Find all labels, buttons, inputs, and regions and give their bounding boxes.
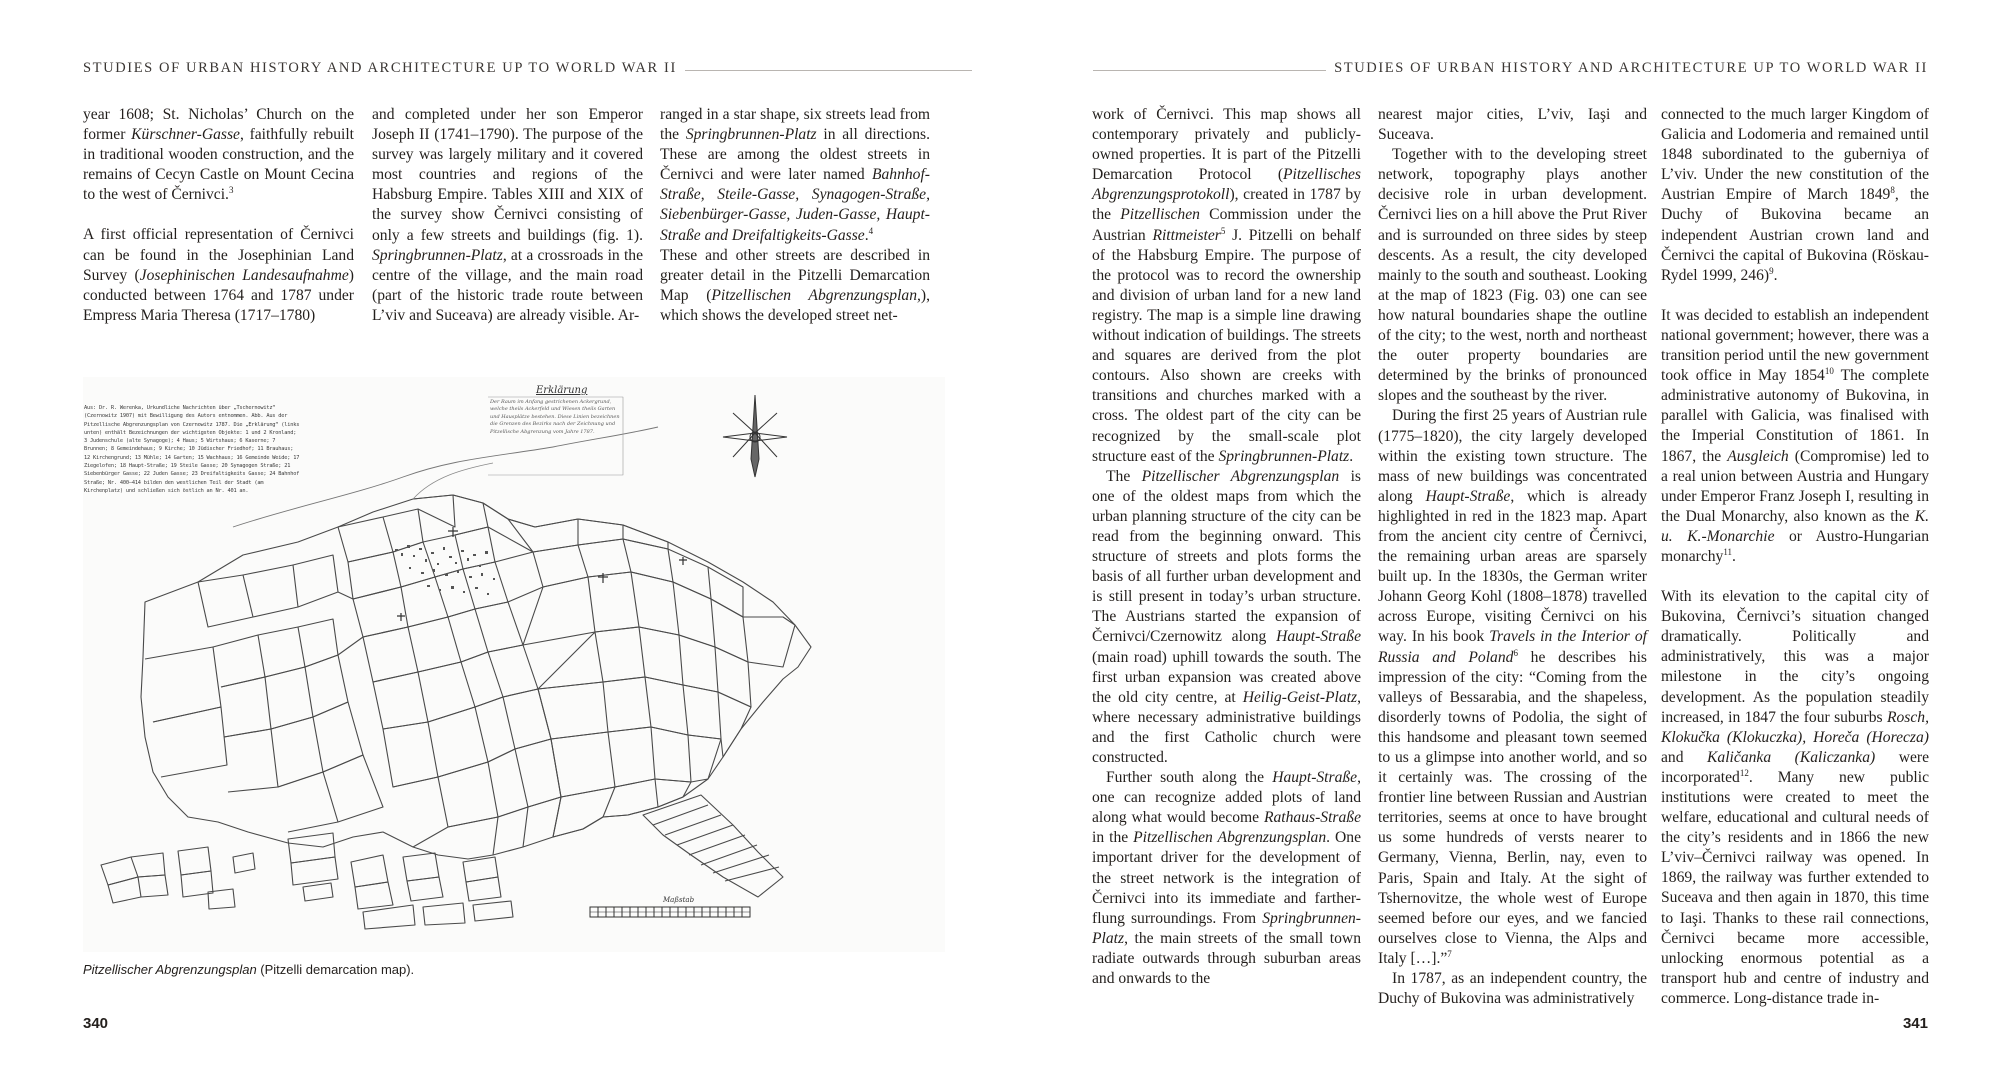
- right-page-column-1: [1092, 105, 1361, 989]
- footnote-ref: 3: [228, 185, 234, 196]
- paragraph: It was decided to establish an independent national government; however, there was a transition period until the new government took office in May 1854$^{10}$ The complete administrative autonomy of Bukovina, in parallel with Galicia, was finalised with the Imperial Constitution of 1861. In 1867, the Ausgleich (Compromise) led to a real union between Austria and Hungary under Emperor Franz Joseph I, resulting in the Dual Monarchy, also known as the K. u. K.-Monarchie or Austro-Hungarian monarchy$^{11}$.: [1661, 306, 1930, 565]
- map-explanation-title: Erklärung: [536, 385, 588, 396]
- left-page-column-3: [660, 105, 930, 326]
- running-head-left-rule: [685, 70, 972, 71]
- left-page-column-2: [372, 105, 643, 326]
- footnote-ref: 7: [1447, 948, 1452, 959]
- paragraph: In 1787, as an independent country, the Duchy of Bukovina was administratively: [1378, 970, 1647, 1008]
- footnote-ref: 6: [1513, 647, 1518, 658]
- running-head-left-text: STUDIES OF URBAN HISTORY AND ARCHITECTURE UP TO WORLD WAR II: [83, 60, 677, 76]
- footnote-ref: 9: [1769, 265, 1774, 276]
- paragraph: The Pitzellischer Abgrenzungsplan is one of the oldest maps from which the urban planning structure of the city can be read from the beginning onward. This structure of streets and plots forms the basis of all further urban development and is still present in today’s urban structure. The Austrians started the expansion of Černivci/Czernowitz along Haupt-Straße (main road) uphill towards the south. The first urban expansion was created above the old city centre, at Heilig-Geist-Platz, where necessary administrative buildings and the first Catholic church were constructed.: [1092, 467, 1361, 766]
- figure-caption: Pitzellischer Abgrenzungsplan (Pitzelli demarcation map).: [83, 962, 415, 977]
- right-page-column-3: [1661, 105, 1929, 1009]
- footnote-ref: 5: [1220, 225, 1226, 236]
- paragraph: nearest major cities, L’viv, Iaşi and Suceava.: [1378, 106, 1647, 144]
- paragraph: and completed under her son Emperor Joseph II (1741–1790). The purpose of the survey was largely military and it covered most countries and regions of the Habsburg Empire. Tables XIII and XIX of the survey show Černivci consisting of only a few streets and buildings (fig. 1). Springbrunnen-Platz, at a crossroads in the centre of the village, and the main road (part of the historic trade route between L’viv and Suceava) are already visible. Ar-: [372, 106, 643, 324]
- running-head-right-rule: [1093, 70, 1326, 71]
- paragraph: These and other streets are described in greater detail in the Pitzelli Demarcation Map (Pitzellischen Abgrenzungsplan,), which shows the developed street net-: [660, 246, 930, 324]
- scale-bar-label: Maßstab: [663, 896, 695, 904]
- running-head-left: [83, 60, 972, 77]
- map-explanation-text: Der Raum im Anfang gestrichenen Ackergrund, welche theils Ackerfeld und Wiesen theils Garten und Hausplätze bestehen. Diese Linien bezeichnen die Grenzen des Bezirks nach der Zeichnung und Pitzellische Abgrenzung vom Jahre 1787.: [490, 399, 620, 435]
- paragraph: A first official representation of Černivci can be found in the Josephinian Land Survey (Josephinischen Landesaufnahme) conducted between 1764 and 1787 under Empress Maria Theresa (1717–1780): [83, 226, 354, 324]
- paragraph: ranged in a star shape, six streets lead from the Springbrunnen-Platz in all directions. These are among the oldest streets in Černivci and were later named Bahnhof-Straße, Steile-Gasse, Synagogen-Straße, Siebenbürger-Gasse, Juden-Gasse, Haupt-Straße and Dreifaltigkeits-Gasse.$^4$: [660, 106, 930, 244]
- right-page-column-2: [1378, 105, 1647, 1009]
- running-head-right-text: STUDIES OF URBAN HISTORY AND ARCHITECTURE UP TO WORLD WAR II: [1334, 60, 1928, 76]
- footnote-ref: 8: [1890, 185, 1895, 196]
- left-page-column-1: [83, 105, 354, 326]
- paragraph: With its elevation to the capital city of Bukovina, Černivci’s situation changed dramatically. Politically and administratively, this was a major milestone in the city’s ongoing development. As the population steadily increased, in 1847 the four suburbs Rosch, Klokučka (Klokuczka), Horeča (Horecza) and Kaličanka (Kaliczanka) were incorporated$^{12}$. Many new public institutions were created to meet the welfare, educational and cultural needs of the city’s residents and in 1866 the new L’viv–Černivci railway was opened. In 1869, the railway was further extended to Suceava and then again in 1870, this time to Iaşi. Thanks to these rail connections, Černivci became more accessible, unlocking enormous potential as a transport hub and centre of industry and commerce. Long-distance trade in-: [1661, 588, 1929, 1007]
- map-legend-text: Aus: Dr. R. Werenka, Urkundliche Nachrichten über „Tschernowitz“ (Czernowitz 1907) mit Bewilligung des Autors entnommen. Abb. Aus der Pitzellische Abgrenzungsplan von Czernowitz 1787. Die „Erklärung“ (links unten) enthält Bezeichnungen der wichtigsten Objekte: 1 und 2 Kronland; 3 Judenschule (alte Synagoge); 4 Haus; 5 Wirtshaus; 6 Kaserne; 7 Brunnen; 8 Gemeindehaus; 9 Kirche; 10 Jüdischer Friedhof; 11 Brauhaus; 12 Kirchengrund; 13 Mühle; 14 Garten; 15 Wachhaus; 16 Gemeinde Weide; 17 Ziegelofen; 18 Haupt-Straße; 19 Steile Gasse; 20 Synagogen Straße; 21 Siebenbürger Gasse; 22 Juden Gasse; 23 Dreifaltigkeits Gasse; 24 Bahnhof Straße; Nr. 400–414 bilden den westlichen Teil der Stadt (am Kirchenplatz) und schließen sich östlich an Nr. 401 an.: [84, 405, 300, 494]
- page-number-left: 340: [83, 1015, 109, 1032]
- footnote-ref: 11: [1723, 546, 1733, 557]
- paragraph: Together with to the developing street network, topography plays another decisive role in urban development. Černivci lies on a hill above the Prut River and is surrounded on three sides by steep descents. As a result, the city developed mainly to the south and southeast. Looking at the map of 1823 (Fig. 03) one can see how natural boundaries shape the outline of the city; to the west, north and northeast the outer property boundaries are determined by the brinks of pronounced slopes and the southeast by the river.: [1378, 146, 1647, 405]
- paragraph: During the first 25 years of Austrian rule (1775–1820), the city largely developed within the existing town structure. The mass of new buildings was concentrated along Haupt-Straße, which is already highlighted in red in the 1823 map. Apart from the ancient city centre of Černivci, the remaining urban areas are sparsely built up. In the 1830s, the German writer Johann Georg Kohl (1808–1878) travelled across Europe, visiting Černivci on his way. In his book Travels in the Interior of Russia and Poland$^6$ he describes his impression of the city: “Coming from the valleys of Bessarabia, and the shapeless, disorderly towns of Podolia, the sight of this handsome and pleasant town seemed to us a glimpse into another world, and so it certainly was. The crossing of the frontier line between Russian and Austrian territories, seems at once to have brought us some hundreds of versts nearer to Germany, Vienna, Berlin, nay, even to Paris, Spain and Italy. At the sight of Tshernovitze, the whole west of Europe seemed before our eyes, and we fancied ourselves close to Vienna, the Alps and Italy […].”$^7$: [1378, 407, 1647, 967]
- footnote-ref: 4: [868, 225, 874, 236]
- footnote-ref: 12: [1739, 767, 1749, 778]
- paragraph: year 1608; St. Nicholas’ Church on the former Kürschner-Gasse, faithfully rebuilt in traditional wooden construction, and the remains of Cecyn Castle on Mount Cecina to the west of Černivci.$^3$: [83, 106, 354, 204]
- scale-bar: [590, 907, 750, 917]
- paragraph: connected to the much larger Kingdom of Galicia and Lodomeria and remained until 1848 subordinated to the guberniya of L’viv. Under the new constitution of the Austrian Empire of March 1849$^8$, the Duchy of Bukovina became an independent Austrian crown land and Černivci the capital of Bukovina (Röskau-Rydel 1999, 246)$^9$.: [1661, 106, 1929, 284]
- paragraph: Further south along the Haupt-Straße, one can recognize added plots of land along what would become Rathaus-Straße in the Pitzellischen Abgrenzungsplan. One important driver for the development of the street network is the integration of Černivci into its immediate and farther-flung surroundings. From Springbrunnen-Platz, the main streets of the small town radiate outwards through suburban areas and onwards to the: [1092, 769, 1361, 988]
- running-head-right: [1093, 60, 1928, 77]
- page-number-right: 341: [1902, 1015, 1928, 1032]
- paragraph: work of Černivci. This map shows all contemporary privately and publicly-owned properties. It is part of the Pitzelli Demarcation Protocol (Pitzellisches Abgrenzungsprotokoll), created in 1787 by the Pitzellischen Commission under the Austrian Rittmeister$^5$ J. Pitzelli on behalf of the Habsburg Empire. The purpose of the protocol was to record the ownership and division of urban land for a new land registry. The map is a simple line drawing without indication of buildings. The streets and squares are derived from the plot contours. Also shown are creeks with transitions and churches marked with a cross. The oldest part of the city can be recognized by the small-scale plot structure east of the Springbrunnen-Platz.: [1092, 106, 1361, 465]
- footnote-ref: 10: [1824, 365, 1834, 376]
